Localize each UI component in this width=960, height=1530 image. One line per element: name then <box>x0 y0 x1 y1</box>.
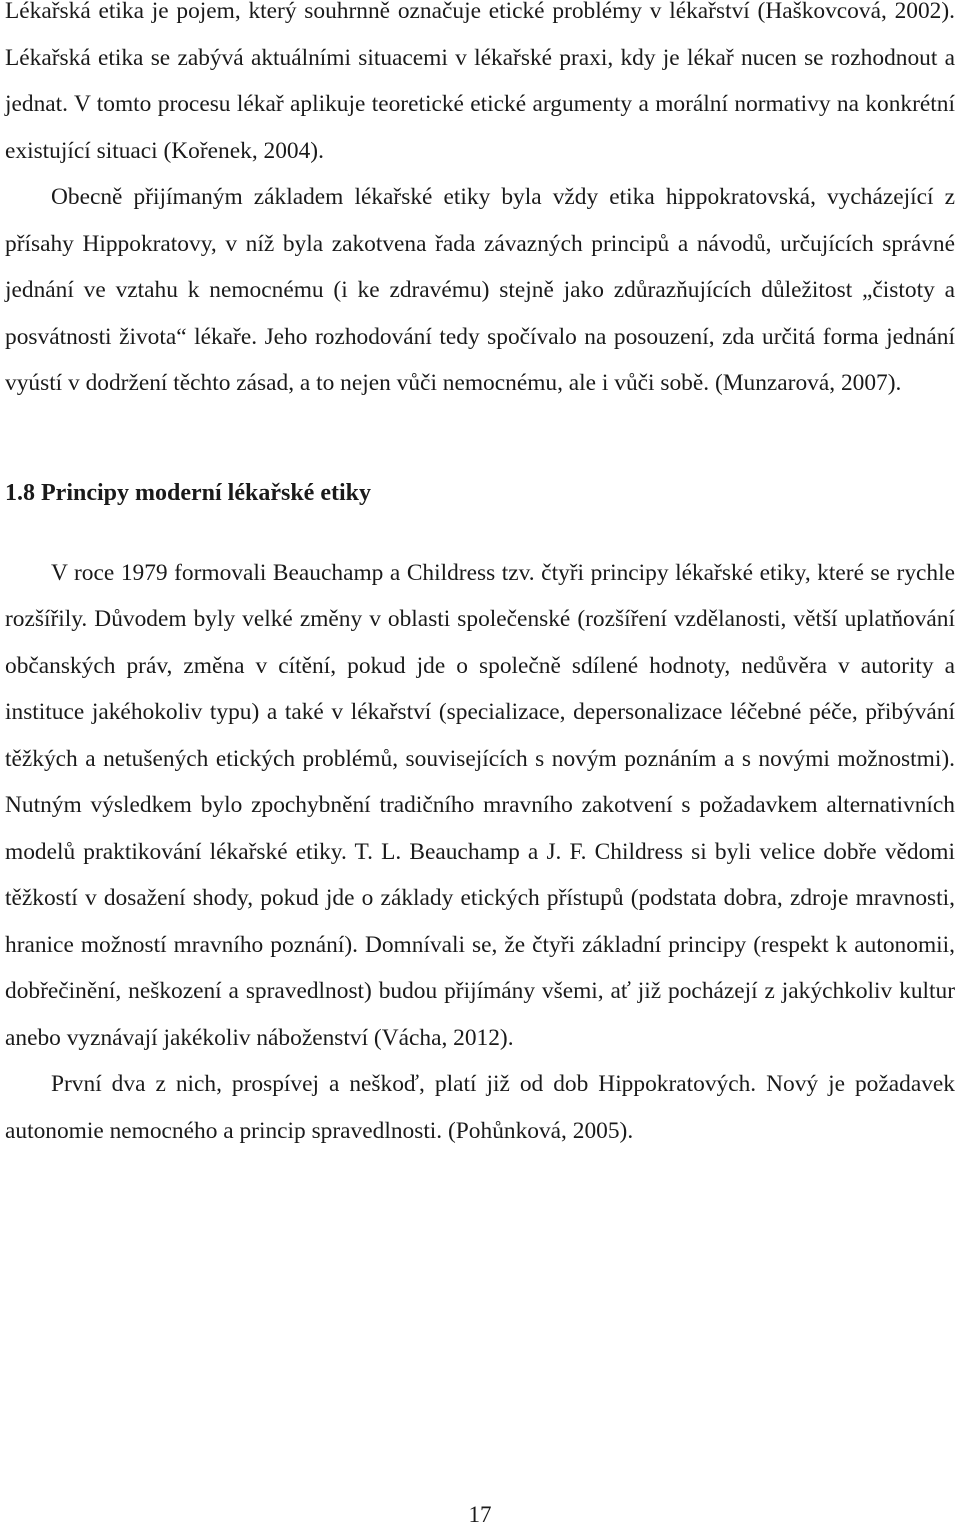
document-page <box>5 0 955 1154</box>
paragraph-medical-ethics-definition: Lékařská etika je pojem, který souhrnně označuje etické problémy v lékařství (Haškovcová, 2002). Lékařská etika se zabývá aktuálními situacemi v lékařské praxi, kdy je lékař nucen se rozhodnout a jednat. V tomto procesu lékař aplikuje teoretické etické argumenty a morální normativy na konkrétní existující situaci (Kořenek, 2004). <box>5 0 955 164</box>
paragraph-four-principles: V roce 1979 formovali Beauchamp a Childress tzv. čtyři principy lékařské etiky, které se rychle rozšířily. Důvodem byly velké změny v oblasti společenské (rozšíření vzdělanosti, větší uplatňování občanských práv, změna v cítění, pokud jde o společně sdílené hodnoty, nedůvěra v autority a instituce jakéhokoliv typu) a také v lékařství (specializace, depersonalizace léčebné péče, přibývání těžkých a netušených etických problémů, souvisejících s novým poznáním a s novými možnostmi). Nutným výsledkem bylo zpochybnění tradičního mravního zakotvení s požadavkem alternativních modelů praktikování lékařské etiky. T. L. Beauchamp a J. F. Childress si byli velice dobře vědomi těžkostí v dosažení shody, pokud jde o základy etických přístupů (podstata dobra, zdroje mravnosti, hranice možností mravního poznání). Domnívali se, že čtyři základní principy (respekt k autonomii, dobřečinění, neškození a spravedlnost) budou přijímány všemi, ať již pocházejí z jakýchkoliv kultur anebo vyznávají jakékoliv náboženství (Vácha, 2012). <box>5 559 955 1051</box>
paragraph-hippocratic-principles: První dva z nich, prospívej a neškoď, platí již od dob Hippokratových. Nový je požadavek autonomie nemocného a princip spravedlnosti. (Pohůnková, 2005). <box>5 1071 955 1144</box>
section-heading: 1.8 Principy moderní lékařské etiky <box>5 479 371 506</box>
paragraph-hippocratic-ethics: Obecně přijímaným základem lékařské etiky byla vždy etika hippokratovská, vycházející z přísahy Hippokratovy, v níž byla zakotvena řada závazných principů a návodů, určujících správné jednání ve vztahu k nemocnému (i ke zdravému) stejně jako zdůrazňujících důležitost „čistoty a posvátnosti života“ lékaře. Jeho rozhodování tedy spočívalo na posouzení, zda určitá forma jednání vyústí v dodržení těchto zásad, a to nejen vůči nemocnému, ale i vůči sobě. (Munzarová, 2007). <box>5 184 955 396</box>
page-number: 17 <box>468 1502 492 1527</box>
